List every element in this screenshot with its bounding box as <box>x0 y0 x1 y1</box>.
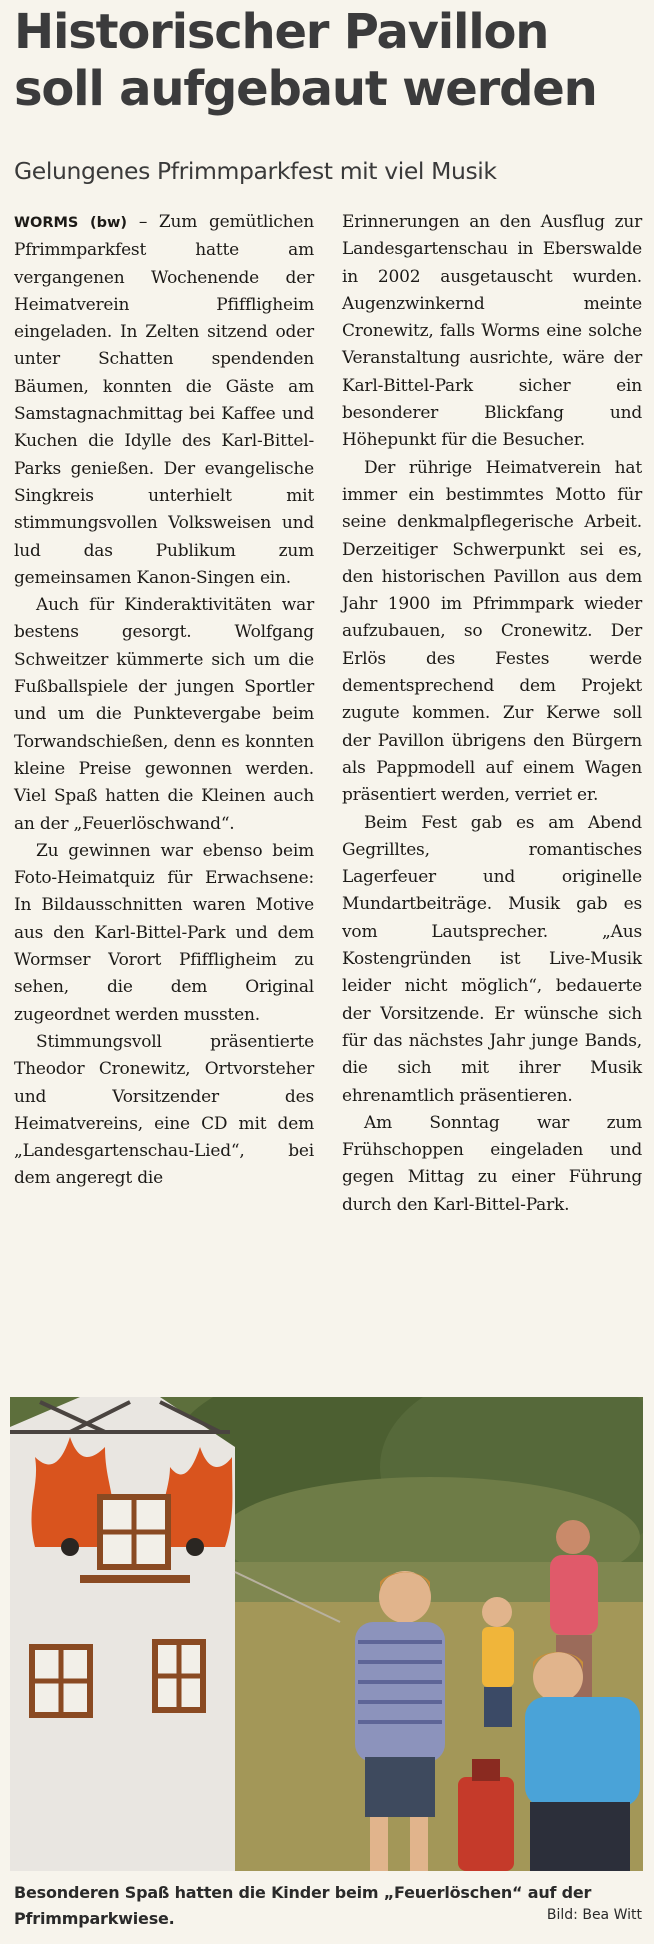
headline <box>14 4 644 118</box>
photo-credit: Bild: Bea Witt <box>546 1907 642 1923</box>
subheadline: Gelungenes Pfrimmparkfest mit viel Musik <box>14 157 497 185</box>
paragraph: Am Sonntag war zum Frühschoppen eingeladen und gegen Mittag zu einer Führung durch den Karl-Bittel-Park. <box>342 1112 642 1215</box>
paragraph: Erinnerungen an den Ausflug zur Landesgartenschau in Eberswalde in 2002 ausgetauscht wurden. Augenzwinkernd meinte Cronewitz, falls Worms eine solche Veranstaltung ausrichte, wäre der Karl-Bittel-Park sicher ein besonderer Blickfang und Höhepunkt für die Besucher. <box>342 212 642 451</box>
paragraph <box>14 209 314 592</box>
text-column-right <box>342 209 642 1219</box>
article-photo <box>10 1397 643 1871</box>
paragraph-text: – Zum gemütlichen Pfrimmparkfest hatte am vergangenen Wochenende der Heimatverein Pfiffligheim eingeladen. In Zelten sitzend oder unter Schatten spendenden Bäumen, konnten die Gäste am Samstagnachmittag bei Kaffee und Kuchen die Idylle des Karl-Bittel-Parks genießen. Der evangelische Singkreis unterhielt mit stimmungsvollen Volksweisen und lud das Publikum zum gemeinsamen Kanon-Singen ein. <box>14 212 314 588</box>
dateline: WORMS (bw) <box>14 215 128 231</box>
paragraph: Auch für Kinderaktivitäten war bestens gesorgt. Wolfgang Schweitzer kümmerte sich um die Fußballspiele der jungen Sportler und um die Punktevergabe beim Torwandschießen, denn es konnten kleine Preise gewonnen werden. Viel Spaß hatten die Kleinen auch an der „Feuerlöschwand“. <box>14 595 314 834</box>
paragraph: Zu gewinnen war ebenso beim Foto-Heimatquiz für Erwachsene: In Bildausschnitten waren Motive aus den Karl-Bittel-Park und dem Wormser Vorort Pfiffligheim zu sehen, die dem Original zugeordnet werden mussten. <box>14 840 314 1025</box>
headline-line-2: soll aufgebaut werden <box>14 61 597 117</box>
photo-illustration <box>10 1397 643 1871</box>
paragraph: Stimmungsvoll präsentierte Theodor Cronewitz, Ortvorsteher und Vorsitzender des Heimatvereins, eine CD mit dem „Landesgartenschau-Lied“, bei dem angeregt die <box>14 1031 314 1189</box>
photo-caption: Besonderen Spaß hatten die Kinder beim „Feuerlöschen“ auf der Pfrimmparkwiese. <box>14 1883 592 1928</box>
paragraph: Beim Fest gab es am Abend Gegrilltes, romantisches Lagerfeuer und originelle Mundartbeiträge. Musik gab es vom Lautsprecher. „Aus Kostengründen ist Live-Musik leider nicht möglich“, bedauerte der Vorsitzende. Er wünsche sich für das nächstes Jahr junge Bands, die sich mit ihrer Musik ehrenamtlich präsentieren. <box>342 812 642 1106</box>
text-column-left <box>14 209 314 1193</box>
headline-line-1: Historischer Pavillon <box>14 4 549 60</box>
paragraph: Der rührige Heimatverein hat immer ein bestimmtes Motto für seine denkmalpflegerische Arbeit. Derzeitiger Schwerpunkt sei es, den historischen Pavillon aus dem Jahr 1900 im Pfrimmpark wieder aufzubauen, so Cronewitz. Der Erlös des Festes werde dementsprechend dem Projekt zugute kommen. Zur Kerwe soll der Pavillon übrigens den Bürgern als Pappmodell auf einem Wagen präsentiert werden, verriet er. <box>342 457 642 806</box>
